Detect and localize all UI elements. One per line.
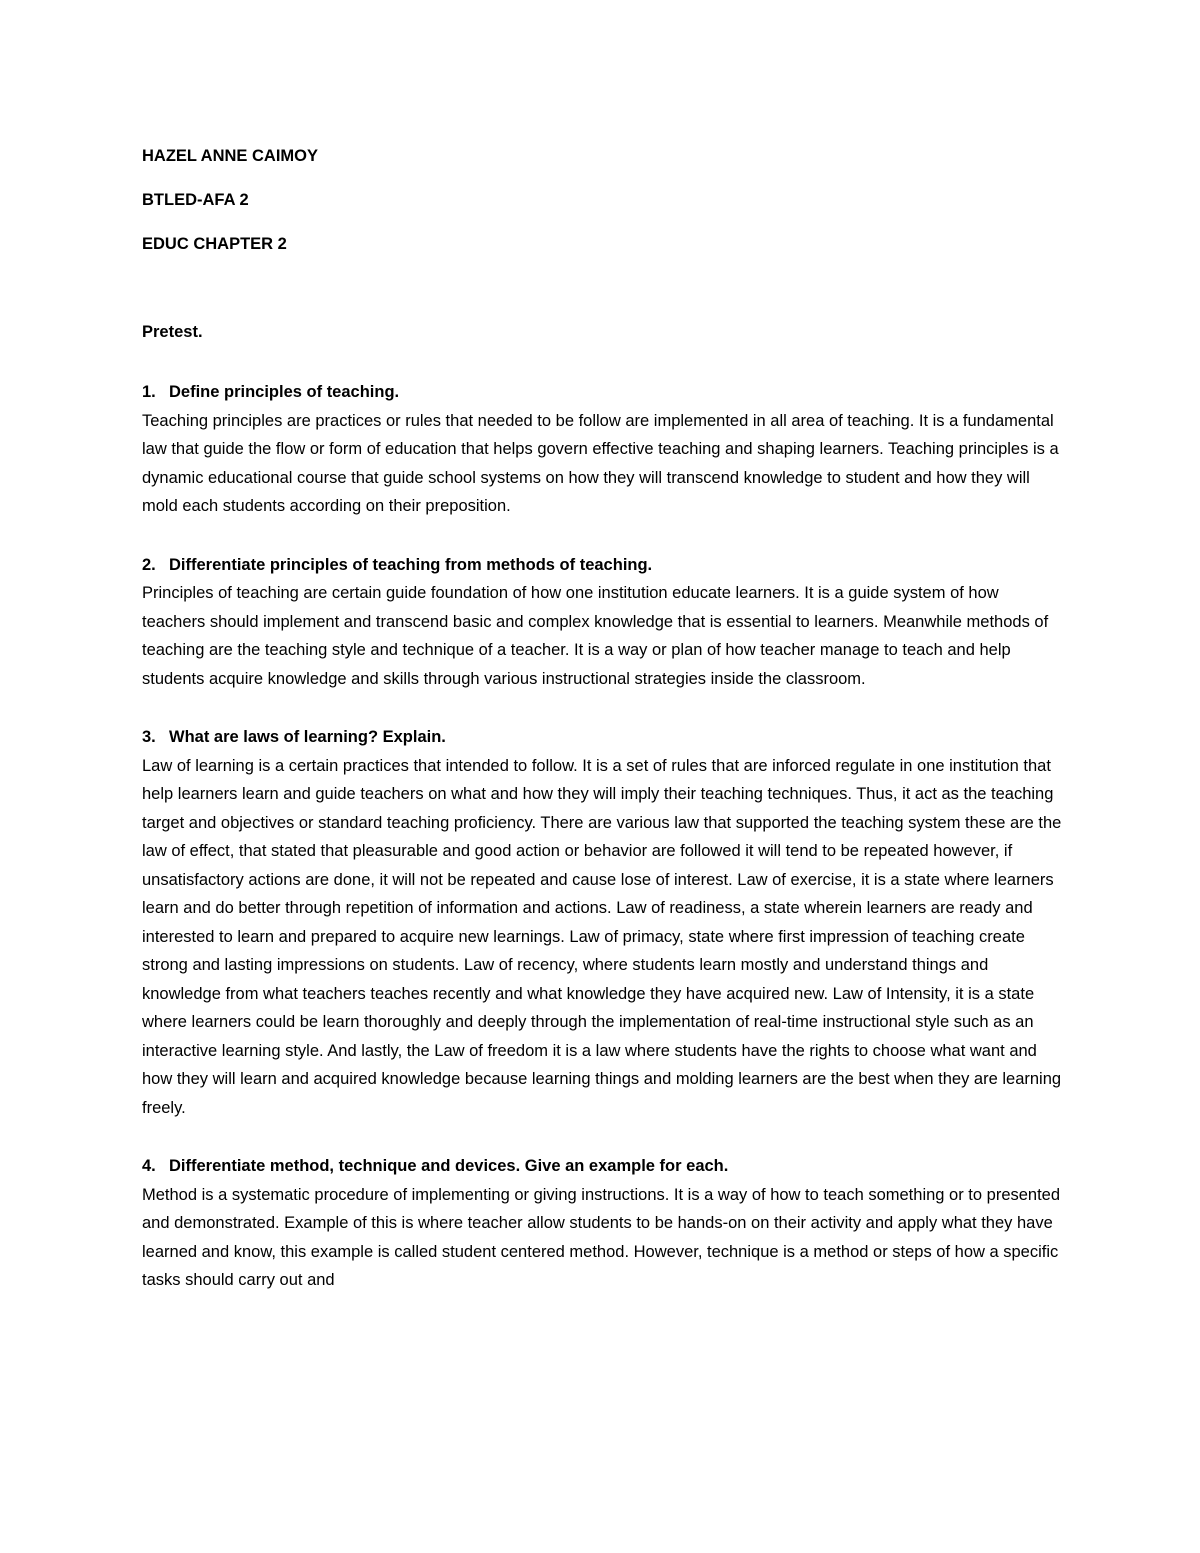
document-body — [142, 144, 1062, 1325]
question-text: What are laws of learning? Explain. — [169, 728, 446, 746]
answer-paragraph: Method is a systematic procedure of implementing or giving instructions. It is a way of how to teach something or to presented and demonstrated. Example of this is where teacher allow students to be hands-on on their activity and apply what they have learned and know, this example is called student centered method. However, technique is a method or steps of how a specific tasks should carry out and — [142, 1185, 1061, 1289]
answer-paragraph: Law of learning is a certain practices that intended to follow. It is a set of rules that are inforced regulate in one institution that help learners learn and guide teachers on what and how they will imply their teaching techniques. Thus, it act as the teaching target and objectives or standard teaching proficiency. There are various law that supported the teaching system these are the law of effect, that stated that pleasurable and good action or behavior are followed it will tend to be repeated however, if unsatisfactory actions are done, it will not be repeated and cause lose of interest. Law of exercise, it is a state where learners learn and do better through repetition of information and actions. Law of readiness, a state wherein learners are ready and interested to learn and prepared to acquire new learnings. Law of primacy, state where first impression of teaching create strong and lasting impressions on students. Law of recency, where students learn mostly and understand things and knowledge from what teachers teaches recently and what knowledge they have acquired new. Law of Intensity, it is a state where learners could be learn thoroughly and deeply through the implementation of real-time instructional style such as an interactive learning style. And lastly, the Law of freedom it is a law where students have the rights to choose what want and how they will learn and acquired knowledge because learning things and molding learners are the best when they are learning freely. — [142, 756, 1062, 1117]
answer-paragraph: Teaching principles are practices or rules that needed to be follow are implemented in all area of teaching. It is a fundamental law that guide the flow or form of education that helps govern effective teaching and shaping learners. Teaching principles is a dynamic educational course that guide school systems on how they will transcend knowledge to student and how they will mold each students according on their preposition. — [142, 411, 1059, 515]
course-section: BTLED-AFA 2 — [142, 191, 249, 209]
subject-title: EDUC CHAPTER 2 — [142, 235, 287, 253]
answer-paragraph: Principles of teaching are certain guide foundation of how one institution educate learners. It is a guide system of how teachers should implement and transcend basic and complex knowledge that is essential to learners. Meanwhile methods of teaching are the teaching style and technique of a teacher. It is a way or plan of how teacher manage to teach and help students acquire knowledge and skills through various instructional strategies inside the classroom. — [142, 584, 1049, 688]
question-number: 1. — [142, 383, 156, 401]
pretest-label: Pretest. — [142, 323, 203, 341]
question-number: 4. — [142, 1157, 156, 1175]
question-text: Differentiate principles of teaching from methods of teaching. — [169, 555, 653, 574]
question-2 — [142, 551, 1062, 694]
question-number: 3. — [142, 728, 156, 746]
question-number: 2. — [142, 555, 156, 574]
question-heading — [142, 1152, 1062, 1181]
spacer — [142, 276, 1062, 320]
question-text: Define principles of teaching. — [169, 383, 400, 401]
question-heading — [142, 551, 1062, 580]
question-4 — [142, 1152, 1062, 1295]
question-1 — [142, 378, 1062, 521]
question-heading — [142, 378, 1062, 407]
question-heading — [142, 723, 1062, 752]
question-text: Differentiate method, technique and devices. Give an example for each. — [169, 1157, 729, 1175]
question-3 — [142, 723, 1062, 1122]
student-name: HAZEL ANNE CAIMOY — [142, 147, 319, 165]
